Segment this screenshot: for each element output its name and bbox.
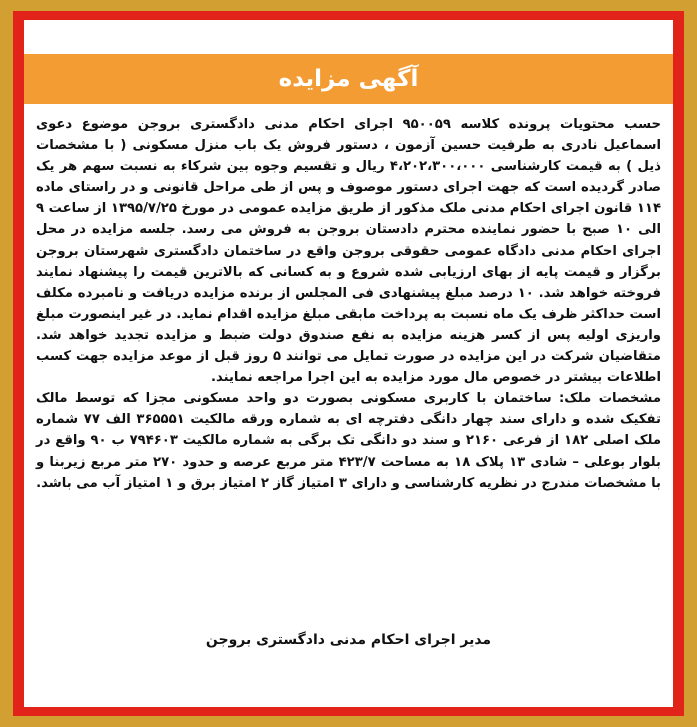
title-bar <box>24 54 673 104</box>
notice-paragraph-property: مشخصات ملک: ساختمان با کاربری مسکونی بصورت دو واحد مسکونی مجزا که توسط مالک تفکیک شده و دارای سند چهار دانگی دفترچه ای به شماره ورقه مالکیت ۳۶۵۵۵۱ الف ۷۷ شماره ملک اصلی ۱۸۲ از فرعی ۲۱۶۰ و سند دو دانگی تک برگی به شماره مالکیت ۷۹۴۶۰۳ ب ۹۰ واقع در بلوار بوعلی – شادی ۱۳ پلاک ۱۸ به مساحت ۴۲۳/۷ متر مربع عرصه و حدود ۲۷۰ متر مربع زیربنا و با مشخصات مندرج در نظریه کارشناسی و دارای ۳ امتیاز گاز ۲ امتیاز برق و ۱ امتیاز آب می باشد. <box>36 391 662 491</box>
notice-signature: مدیر اجرای احکام مدنی دادگستری بروجن <box>205 632 492 648</box>
notice-title: آگهی مزایده <box>278 66 419 92</box>
notice-body <box>36 114 661 494</box>
notice-paper <box>24 20 673 707</box>
notice-paragraph-auction: حسب محتویات پرونده کلاسه ۹۵۰۰۵۹ اجرای احکام مدنی دادگستری بروجن موضوع دعوی اسماعیل نادری به طرفیت حسین آزمون ، دستور فروش یک باب منزل مسکونی ( با مشخصات ذیل ) به قیمت کارشناسی ۴،۲۰۲،۳۰۰،۰۰۰ ریال و تقسیم وجوه بین شرکاء به نسبت سهم هر یک صادر گردیده است که جهت اجرای دستور موصوف و پس از طی مراحل قانونی و در راستای ماده ۱۱۴ قانون اجرای احکام مدنی ملک مذکور از طریق مزایده عمومی در مورخ ۱۳۹۵/۷/۲۵ از ساعت ۹ الی ۱۰ صبح با حضور نماینده محترم دادستان بروجن به فروش می رسد. جلسه مزایده در محل اجرای احکام مدنی دادگاه عمومی حقوقی بروجن واقع در ساختمان دادگستری شهرستان بروجن برگزار و قیمت پایه از بهای ارزیابی شده شروع و به کسانی که بالاترین قیمت را پیشنهاد نمایند فروخته خواهد شد. ۱۰ درصد مبلغ پیشنهادی فی المجلس از برنده مزایده دریافت و نامبرده مکلف است حداکثر ظرف یک ماه نسبت به پرداخت مابقی مبلغ مزایده اقدام نماید. در غیر اینصورت مبلغ واریزی اولیه پس از کسر هزینه مزایده به نفع صندوق دولت ضبط و مزایده تجدید خواهد شد. متقاضیان شرکت در این مزایده در صورت تمایل می توانند ۵ روز قبل از موعد مزایده جهت کسب اطلاعات بیشتر در خصوص مال مورد مزایده به این اجرا مراجعه نمایند. <box>36 117 661 386</box>
red-frame <box>13 11 684 716</box>
